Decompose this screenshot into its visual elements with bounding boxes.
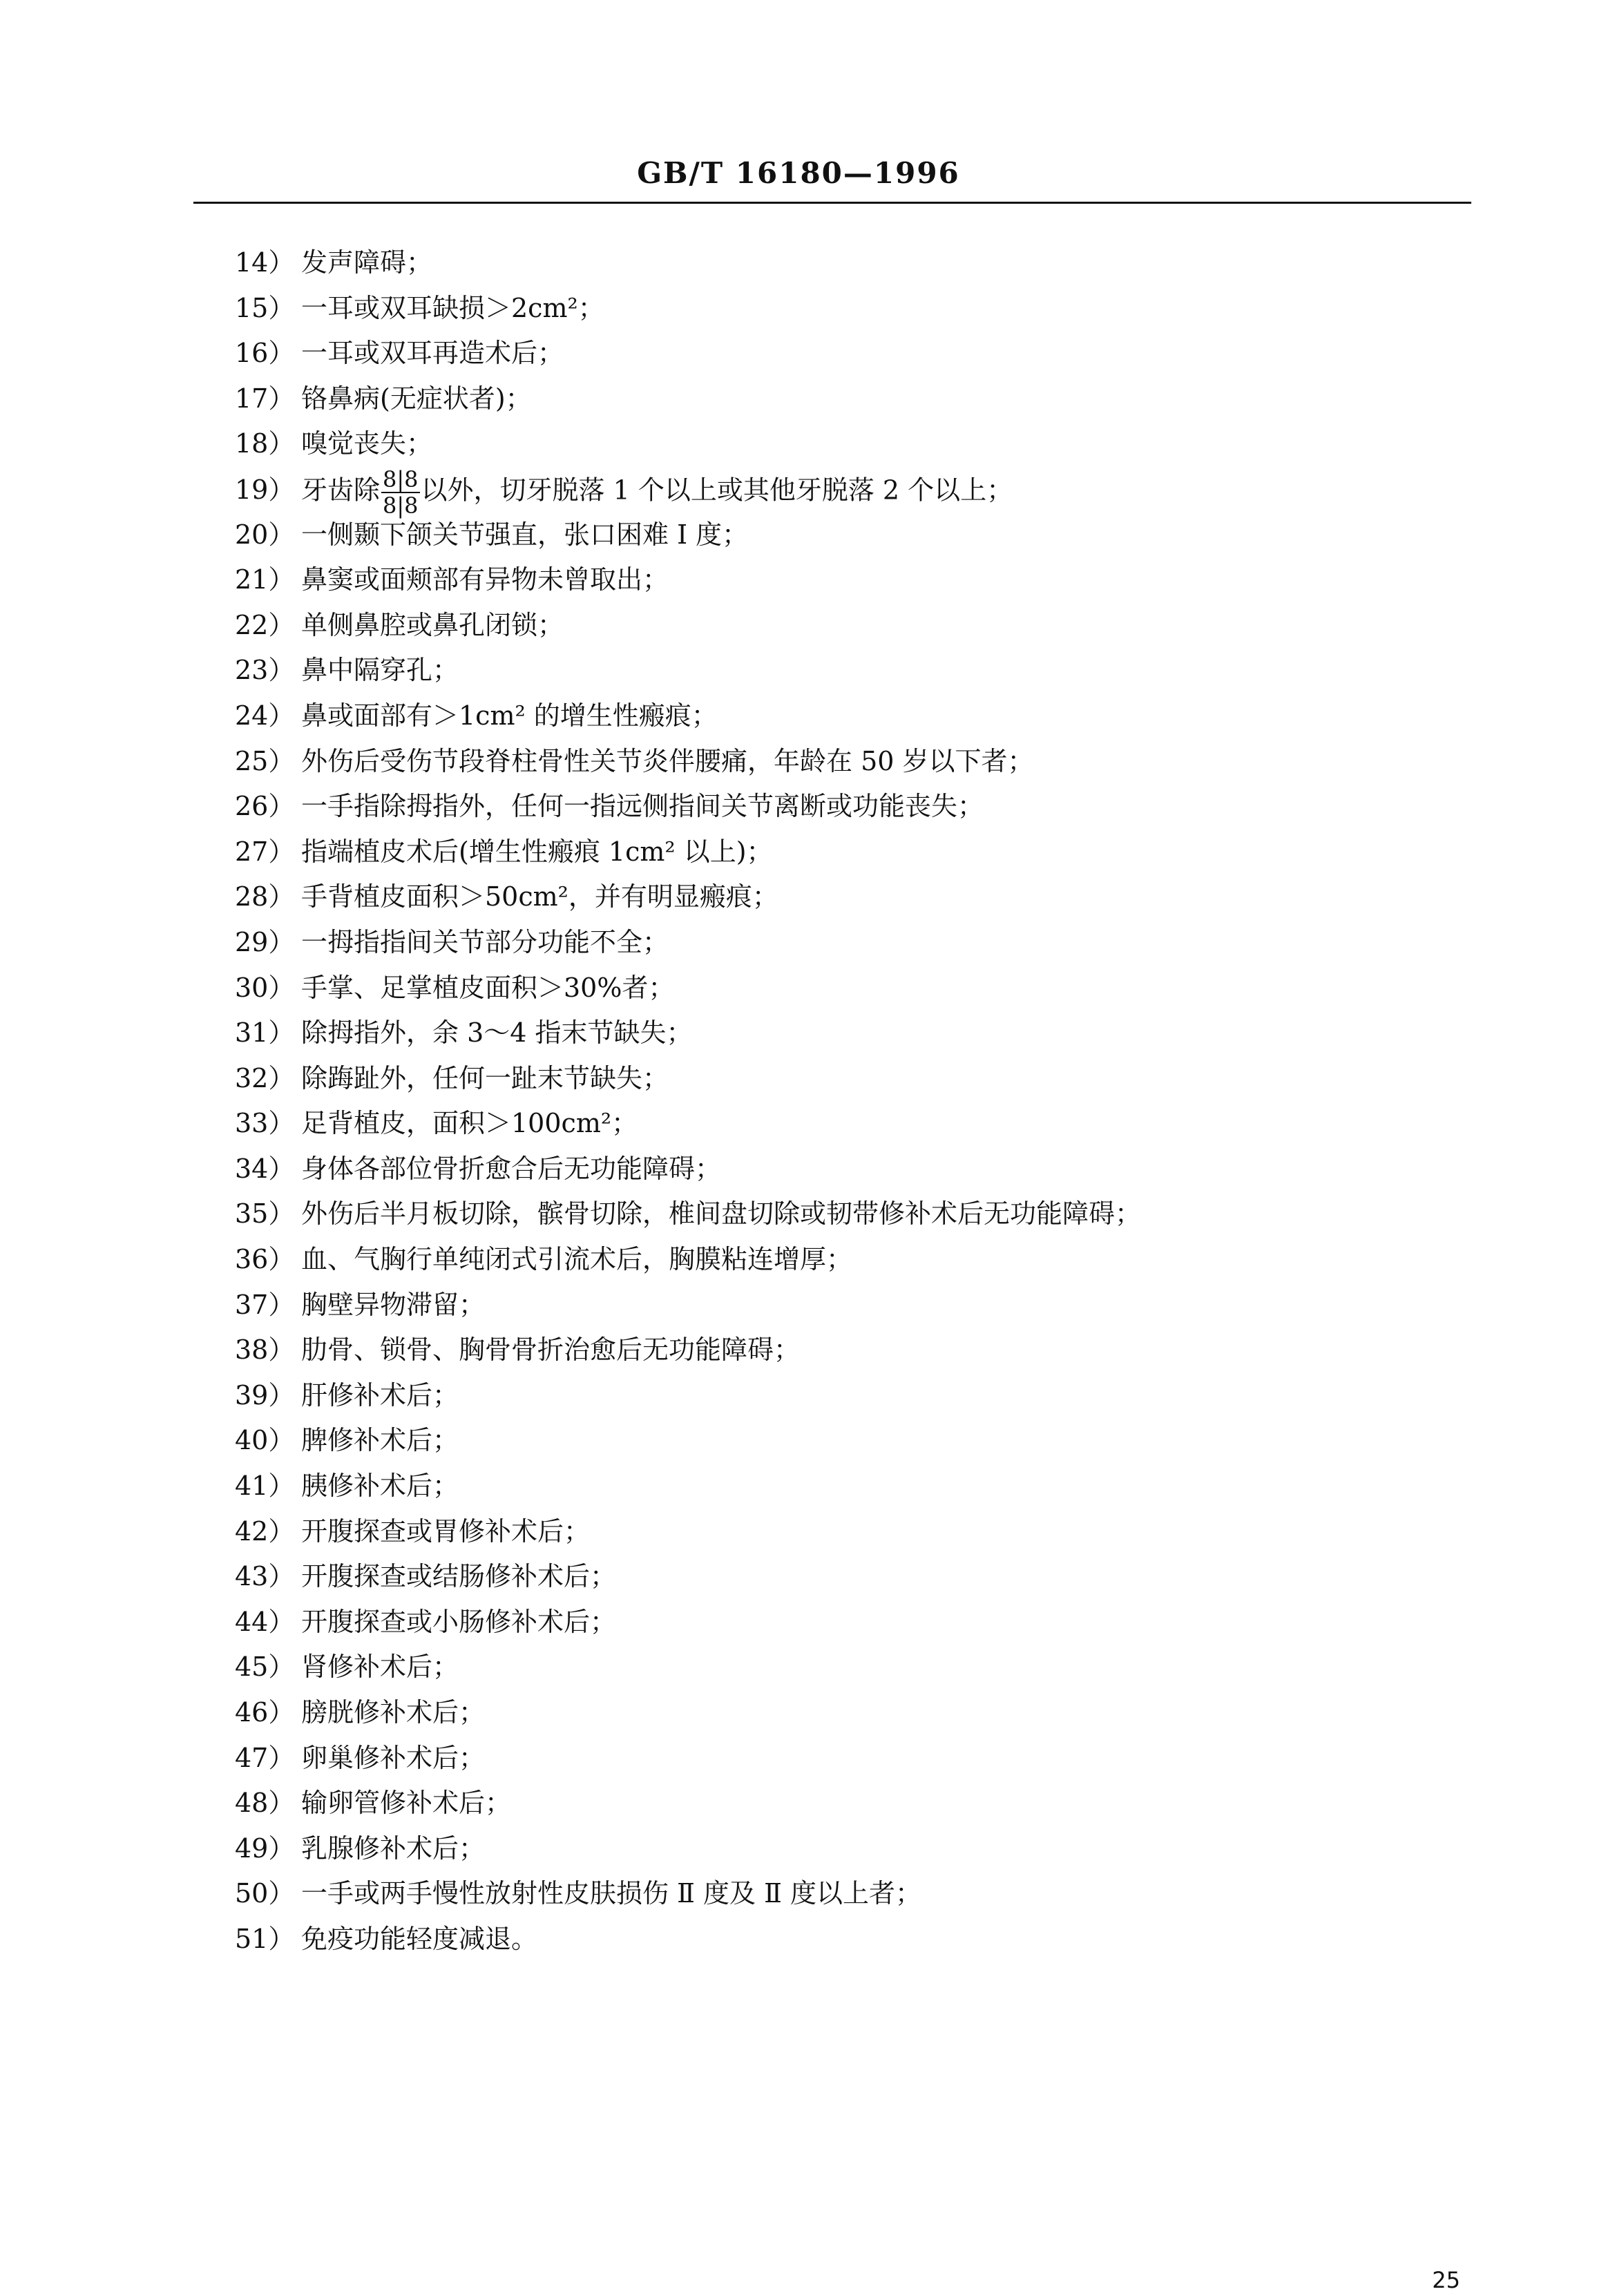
page-number: 25 (1432, 2267, 1460, 2293)
list-item (235, 1464, 1478, 1509)
list-item (235, 1418, 1478, 1464)
item-number: 24） (235, 700, 295, 731)
item-text: 指端植皮术后(增生性瘢痕 1cm² 以上)； (301, 836, 773, 867)
item-number: 29） (235, 926, 295, 957)
list-item (235, 1192, 1478, 1237)
list-item (235, 240, 1478, 286)
item-number: 27） (235, 836, 295, 867)
list-item (235, 830, 1478, 875)
item-text: 血、气胸行单纯闭式引流术后，胸膜粘连增厚； (301, 1244, 853, 1275)
item-text: 除踇趾外，任何一趾末节缺失； (301, 1062, 669, 1093)
list-item (235, 648, 1478, 693)
item-text: 输卵管修补术后； (301, 1788, 512, 1819)
list-item (235, 1509, 1478, 1555)
list-item (235, 1056, 1478, 1102)
list-item (235, 1237, 1478, 1283)
item-number: 16） (235, 338, 295, 369)
item-number: 31） (235, 1017, 295, 1049)
list-item (235, 920, 1478, 966)
item-number: 45） (235, 1652, 295, 1683)
item-text: 膀胱修补术后； (301, 1697, 486, 1728)
list-item (235, 1645, 1478, 1690)
item-text: 除拇指外，余 3～4 指末节缺失； (301, 1017, 693, 1049)
item-text: 胸壁异物滞留； (301, 1289, 486, 1320)
item-number: 26） (235, 791, 295, 822)
list-item (235, 693, 1478, 739)
item-text: 脾修补术后； (301, 1425, 459, 1456)
item-text: 卵巢修补术后； (301, 1742, 486, 1773)
item-number: 40） (235, 1425, 295, 1456)
item-text: 一手指除拇指外，任何一指远侧指间关节离断或功能丧失； (301, 791, 984, 822)
item-text: 手掌、足掌植皮面积＞30%者； (301, 972, 675, 1003)
item-number: 23） (235, 655, 295, 686)
item-number: 21） (235, 564, 295, 595)
item-text: 身体各部位骨折愈合后无功能障碍； (301, 1153, 722, 1184)
item-number: 25） (235, 745, 295, 776)
item-number: 19） (235, 475, 295, 506)
list-item (235, 1328, 1478, 1373)
item-number: 48） (235, 1788, 295, 1819)
list-item (235, 1101, 1478, 1147)
item-text: 鼻或面部有＞1cm² 的增生性瘢痕； (301, 700, 718, 731)
item-text: 胰修补术后； (301, 1471, 459, 1502)
item-number: 18） (235, 428, 295, 459)
tooth-notation-fraction (381, 467, 420, 518)
list-item (235, 739, 1478, 785)
list-item (235, 1736, 1478, 1781)
item-number: 39） (235, 1379, 295, 1410)
fraction-numerator: 8|8 (383, 466, 419, 492)
item-number: 28） (235, 881, 295, 912)
item-number: 49） (235, 1833, 295, 1864)
item-text: 一拇指指间关节部分功能不全； (301, 926, 669, 957)
item-text: 开腹探查或小肠修补术后； (301, 1606, 617, 1637)
item-number: 34） (235, 1153, 295, 1184)
item-number: 14） (235, 247, 295, 278)
item-number: 20） (235, 519, 295, 550)
item-list (235, 240, 1478, 1962)
item-text: 一耳或双耳缺损＞2cm²； (301, 292, 604, 323)
item-text: 肾修补术后； (301, 1652, 459, 1683)
item-number: 38） (235, 1334, 295, 1366)
header-rule (193, 202, 1471, 204)
list-item (235, 1917, 1478, 1962)
item-number: 50） (235, 1878, 295, 1909)
list-item (235, 966, 1478, 1011)
list-item (235, 1554, 1478, 1600)
list-item (235, 1690, 1478, 1736)
item-text: 发声障碍； (301, 247, 433, 278)
item-text: 外伤后半月板切除，髌骨切除，椎间盘切除或韧带修补术后无功能障碍； (301, 1198, 1142, 1230)
list-item (235, 421, 1478, 467)
list-item (235, 1373, 1478, 1419)
item-text: 一耳或双耳再造术后； (301, 338, 564, 369)
item-number: 30） (235, 972, 295, 1003)
standard-header: GB/T 16180—1996 (637, 156, 960, 190)
item-text: 开腹探查或胃修补术后； (301, 1515, 591, 1547)
item-number: 42） (235, 1515, 295, 1547)
item-text: 铬鼻病(无症状者)； (301, 383, 532, 414)
item-text: 乳腺修补术后； (301, 1833, 486, 1864)
list-item (235, 557, 1478, 603)
list-item (235, 874, 1478, 920)
item-text: 嗅觉丧失； (301, 428, 433, 459)
list-item (235, 331, 1478, 376)
item-number: 37） (235, 1289, 295, 1320)
fraction-denominator: 8|8 (383, 492, 419, 519)
item-text: 鼻中隔穿孔； (301, 655, 459, 686)
item-number: 43） (235, 1561, 295, 1592)
item-number: 22） (235, 609, 295, 640)
item-text-prefix: 牙齿除 (301, 475, 381, 506)
item-text: 一手或两手慢性放射性皮肤损伤 Ⅱ 度及 Ⅱ 度以上者； (301, 1878, 921, 1909)
item-text: 单侧鼻腔或鼻孔闭锁； (301, 609, 564, 640)
item-number: 51） (235, 1923, 295, 1954)
item-text: 以外，切牙脱落 1 个以上或其他牙脱落 2 个以上； (421, 475, 1013, 506)
item-number: 41） (235, 1471, 295, 1502)
item-number: 46） (235, 1697, 295, 1728)
item-number: 36） (235, 1244, 295, 1275)
item-text: 一侧颞下颌关节强直，张口困难 I 度； (301, 519, 749, 550)
item-number: 33） (235, 1108, 295, 1139)
list-item (235, 1283, 1478, 1328)
list-item (235, 603, 1478, 649)
item-text: 鼻窦或面颊部有异物未曾取出； (301, 564, 669, 595)
list-item (235, 1147, 1478, 1192)
list-item (235, 1781, 1478, 1826)
item-number: 35） (235, 1198, 295, 1230)
item-number: 17） (235, 383, 295, 414)
item-number: 47） (235, 1742, 295, 1773)
item-text: 足背植皮，面积＞100cm²； (301, 1108, 638, 1139)
item-text: 肝修补术后； (301, 1379, 459, 1410)
list-item (235, 784, 1478, 830)
item-number: 44） (235, 1606, 295, 1637)
list-item (235, 1600, 1478, 1645)
item-text: 免疫功能轻度减退。 (301, 1923, 538, 1954)
item-text: 开腹探查或结肠修补术后； (301, 1561, 617, 1592)
item-text: 外伤后受伤节段脊柱骨性关节炎伴腰痛，年龄在 50 岁以下者； (301, 745, 1034, 776)
list-item (235, 1826, 1478, 1872)
list-item (235, 466, 1478, 519)
list-item (235, 1871, 1478, 1917)
item-text: 手背植皮面积＞50cm²，并有明显瘢痕； (301, 881, 778, 912)
list-item (235, 513, 1478, 558)
list-item (235, 286, 1478, 332)
item-text: 肋骨、锁骨、胸骨骨折治愈后无功能障碍； (301, 1334, 801, 1366)
item-number: 32） (235, 1062, 295, 1093)
list-item (235, 1011, 1478, 1056)
list-item (235, 376, 1478, 422)
item-number: 15） (235, 292, 295, 323)
